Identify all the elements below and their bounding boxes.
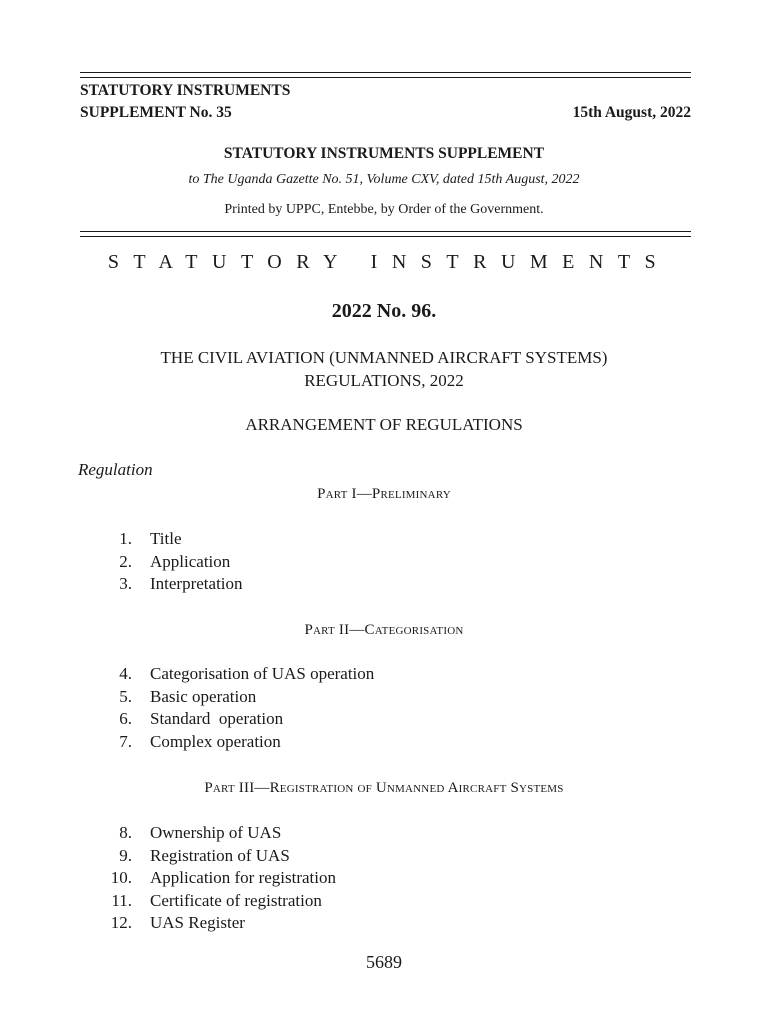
item-title: Registration of UAS (150, 845, 290, 865)
item-title: Certificate of registration (150, 890, 322, 910)
item-number: 9. (119, 845, 132, 865)
regulation-title-line-2: REGULATIONS, 2022 (304, 371, 464, 390)
item-number: 8. (119, 823, 132, 842)
item-number: 12. (110, 913, 132, 932)
part-heading: Part I—Preliminary (317, 486, 451, 502)
page-number: 5689 (366, 952, 402, 972)
regulation-column-label: Regulation (78, 460, 153, 479)
header-title: STATUTORY INSTRUMENTS (80, 82, 291, 99)
part-heading: Part II—Categorisation (304, 622, 464, 638)
supplement-number: SUPPLEMENT No. 35 (80, 104, 232, 121)
item-title: Categorisation of UAS operation (150, 664, 375, 683)
supplement-title: STATUTORY INSTRUMENTS SUPPLEMENT (223, 145, 545, 162)
item-title: Interpretation (150, 574, 243, 593)
item-number: 1. (119, 529, 132, 548)
item-number: 3. (119, 574, 132, 593)
item-title: Title (150, 529, 182, 548)
banner-title: STATUTORY INSTRUMENTS (107, 251, 671, 273)
header-top-rule (80, 72, 691, 78)
header-bottom-rule (80, 231, 691, 237)
gazette-reference: to The Uganda Gazette No. 51, Volume CXV, dated 15th August, 2022 (188, 172, 580, 187)
item-number: 2. (119, 551, 132, 571)
item-title: Ownership of UAS (150, 823, 282, 842)
item-number: 7. (119, 731, 132, 751)
header-date: 15th August, 2022 (572, 104, 691, 121)
printed-by: Printed by UPPC, Entebbe, by Order of the Government. (224, 202, 544, 217)
regulation-title-line-1: THE CIVIL AVIATION (UNMANNED AIRCRAFT SYSTEMS) (160, 348, 608, 367)
item-number: 5. (119, 686, 132, 706)
item-title: Standard operation (150, 709, 284, 728)
item-number: 11. (111, 890, 132, 910)
item-title: Basic operation (150, 686, 257, 706)
item-title: UAS Register (150, 913, 245, 932)
item-title: Application for registration (150, 868, 337, 887)
header-line-1 (80, 82, 691, 100)
arrangement-heading: ARRANGEMENT OF REGULATIONS (245, 415, 523, 434)
instrument-number: 2022 No. 96. (331, 300, 437, 322)
item-number: 10. (110, 868, 132, 887)
item-number: 4. (119, 664, 132, 683)
item-title: Complex operation (150, 731, 281, 751)
part-heading: Part III—Registration of Unmanned Aircraft Systems (204, 780, 564, 796)
header-line-2 (80, 104, 691, 122)
item-number: 6. (119, 709, 132, 728)
item-title: Application (150, 551, 231, 571)
